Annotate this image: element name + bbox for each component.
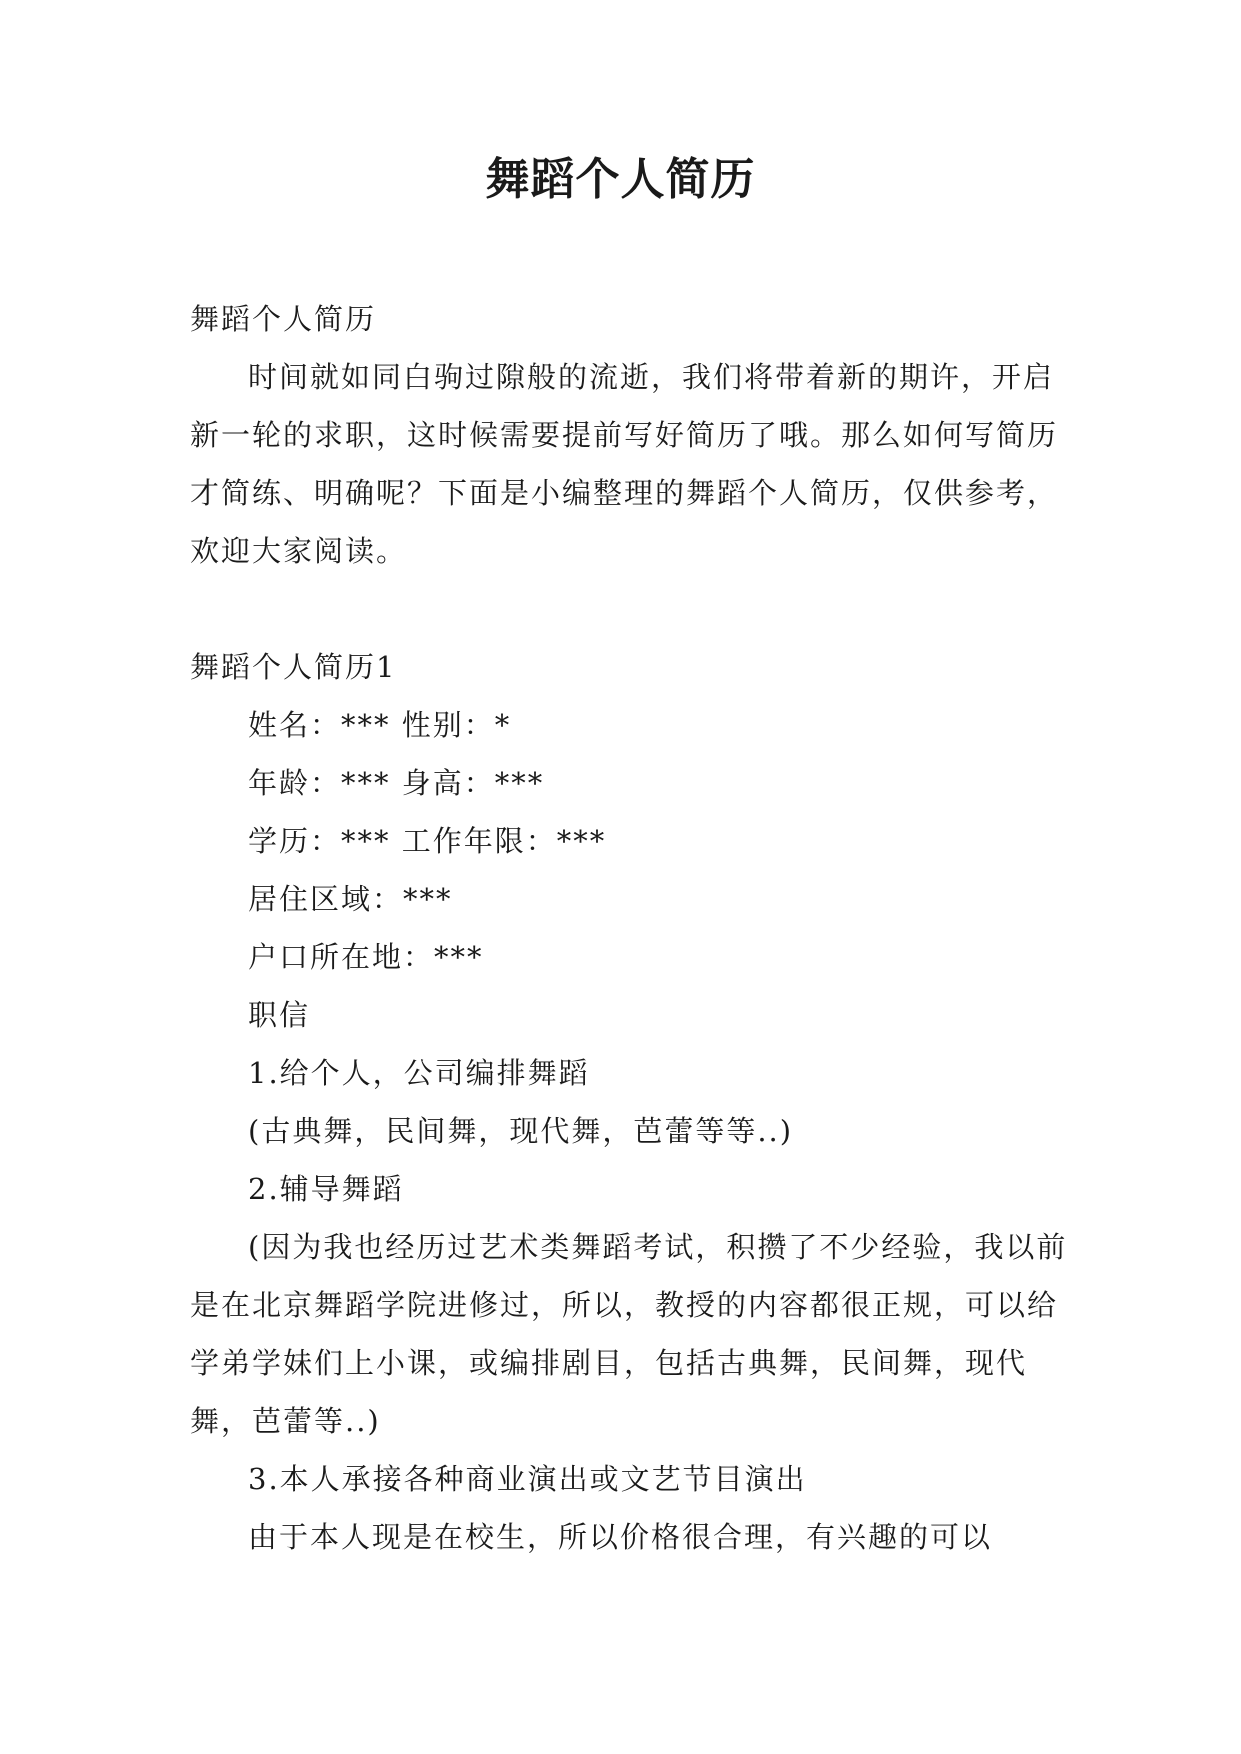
service-item-1: 1.给个人，公司编排舞蹈 — [248, 1056, 590, 1090]
field-residence: 居住区域：*** — [248, 882, 453, 916]
service-item-3: 3.本人承接各种商业演出或文艺节目演出 — [248, 1462, 807, 1496]
service-item-3-detail: 由于本人现是在校生，所以价格很合理，有兴趣的可以 — [248, 1520, 993, 1554]
section-title: 舞蹈个人简历1 — [190, 650, 397, 684]
document-body — [190, 290, 1070, 1566]
service-item-1-detail: (古典舞，民间舞，现代舞，芭蕾等等..) — [248, 1114, 794, 1148]
intro-paragraph: 时间就如同白驹过隙般的流逝，我们将带着新的期许，开启新一轮的求职，这时候需要提前写好简历了哦。那么如何写简历才简练、明确呢？下面是小编整理的舞蹈个人简历，仅供参考，欢迎大家阅读。 — [190, 360, 1059, 568]
paragraph-gap — [190, 580, 1070, 638]
service-item-2: 2.辅导舞蹈 — [248, 1172, 404, 1206]
service-item-2-detail: (因为我也经历过艺术类舞蹈考试，积攒了不少经验，我以前是在北京舞蹈学院进修过，所以，教授的内容都很正规，可以给学弟学妹们上小课，或编排剧目，包括古典舞，民间舞，现代舞，芭蕾等..) — [190, 1230, 1068, 1438]
document-heading: 舞蹈个人简历 — [190, 302, 377, 336]
field-age-height: 年龄：*** 身高：*** — [248, 766, 545, 800]
field-education-years: 学历：*** 工作年限：*** — [248, 824, 607, 858]
field-name-gender: 姓名：*** 性别：* — [248, 708, 512, 742]
job-letter-label: 职信 — [248, 998, 311, 1032]
document-title: 舞蹈个人简历 — [485, 154, 756, 205]
field-hukou: 户口所在地：*** — [248, 940, 484, 974]
